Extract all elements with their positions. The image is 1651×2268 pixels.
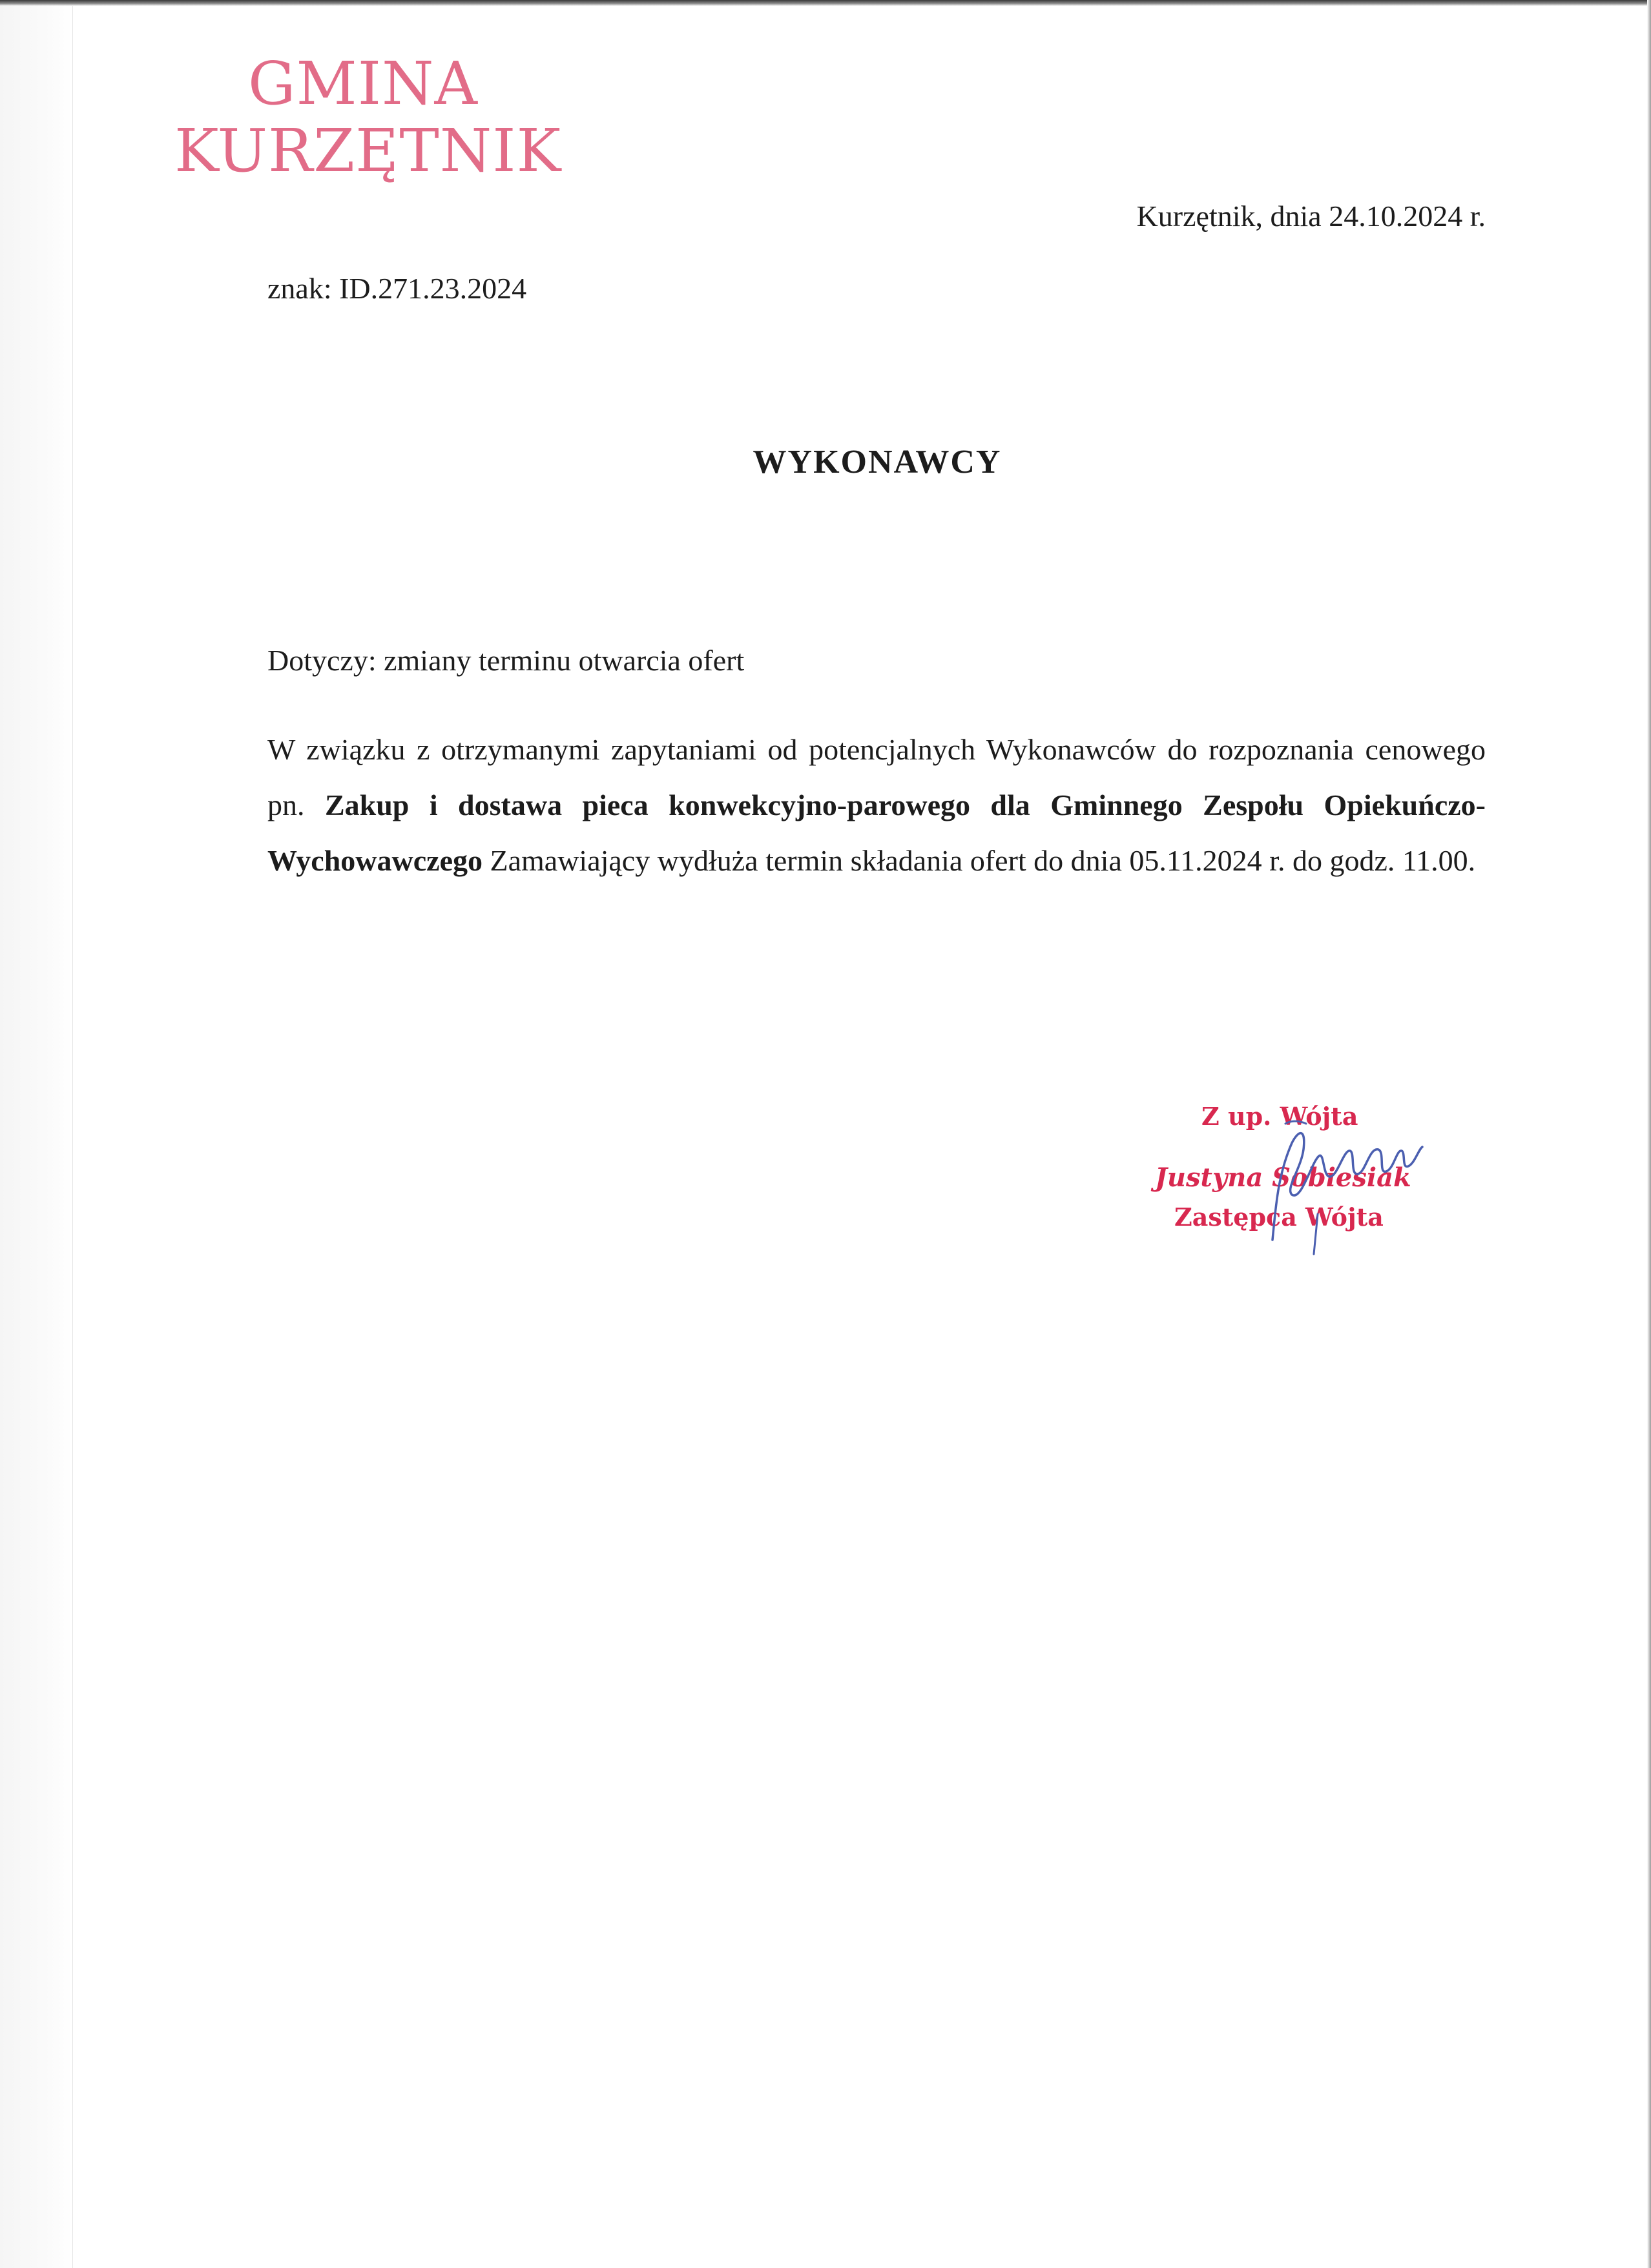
signature-name: Justyna Sobiesiak [1155, 1162, 1411, 1193]
body-procurement-title: Zakup i dostawa pieca konwekcyjno-parowego dla Gminnego Zespołu Opiekuńczo-Wychowawczego [267, 789, 1486, 877]
body-intro: W związku z otrzymanymi zapytaniami od potencjalnych Wykonawców do rozpoznania cenowego pn. [267, 733, 1486, 821]
body-conclusion: Zamawiający wydłuża termin składania ofert do dnia 05.11.2024 r. do godz. 11.00. [490, 844, 1476, 877]
stamp-line-gmina: GMINA [248, 49, 478, 118]
municipality-stamp [174, 49, 562, 185]
subject-line: Dotyczy: zmiany terminu otwarcia ofert [267, 644, 745, 677]
handwritten-signature [1247, 1104, 1440, 1259]
scan-edge-top [0, 0, 1651, 6]
addressee-heading: WYKONAWCY [753, 444, 1002, 480]
signature-role: Z up. Wójta [1201, 1102, 1358, 1131]
scan-edge-left [0, 0, 73, 2268]
reference-number: znak: ID.271.23.2024 [267, 272, 527, 305]
stamp-line-kurzetnik: KURZĘTNIK [174, 116, 562, 185]
scan-edge-right [1647, 0, 1651, 2268]
letter-body [267, 722, 1486, 889]
signature-title: Zastępca Wójta [1174, 1202, 1384, 1232]
document-date: Kurzętnik, dnia 24.10.2024 r. [1136, 200, 1486, 232]
